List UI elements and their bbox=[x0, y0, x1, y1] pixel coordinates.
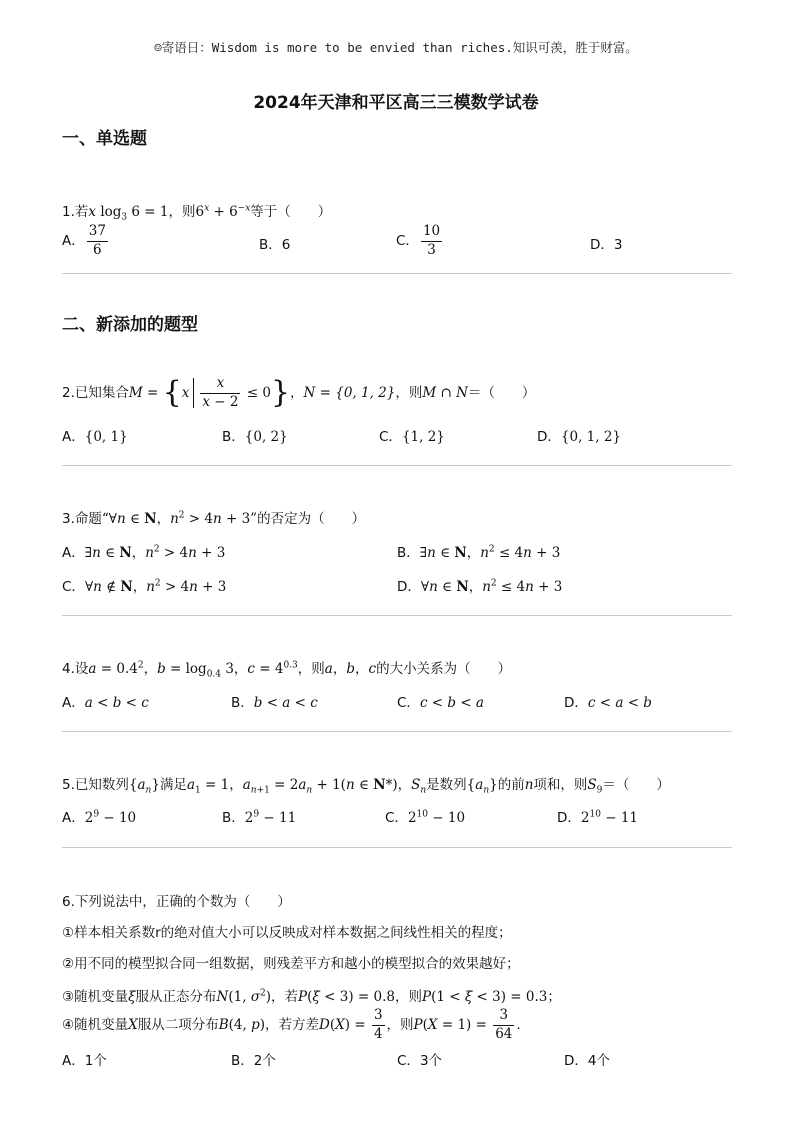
math-expression: $a = 0.4^2$，$b = \log_{0.4} 3$，$c = 4^{0.3}$ bbox=[88, 660, 298, 680]
question-1-stem: 1.若x $\log_3 6 = 1$，则$6^x + 6^{-x}$等于（ ） bbox=[62, 203, 332, 223]
divider bbox=[62, 465, 732, 466]
fraction: $\frac{10}{3}$ bbox=[422, 223, 441, 258]
divider bbox=[62, 847, 732, 848]
math-expression: $a_1 = 1$，$a_{n+1} = 2a_n + 1(n$ ∈ N*)，$S_n$ bbox=[186, 777, 427, 796]
question-1-option-d[interactable]: D．3 bbox=[590, 237, 623, 253]
question-3-option-d[interactable]: D．∀n ∈ N，$n^2 \le 4n + 3$ bbox=[397, 578, 563, 595]
math-expression: P(X = 1) = bbox=[413, 1017, 492, 1034]
math-expression: x bbox=[88, 204, 97, 220]
section-heading-single-choice: 一、单选题 bbox=[62, 129, 147, 149]
math-expression: B(4, p) bbox=[218, 1017, 266, 1034]
question-5-option-d[interactable]: D．$2^{10} - 11$ bbox=[557, 809, 639, 826]
question-6-option-b[interactable]: B．2个 bbox=[231, 1053, 276, 1069]
fraction: $\frac{x}{x - 2}$ bbox=[202, 375, 239, 410]
math-expression: N(1, $\sigma^2$) bbox=[216, 988, 272, 1005]
question-2-option-d[interactable]: D．{0, 1, 2} bbox=[537, 429, 622, 445]
question-6-stem: 6.下列说法中，正确的个数为（ ） bbox=[62, 894, 291, 910]
math-expression: $\{a_n\}$ bbox=[466, 777, 498, 796]
question-6-statement-4: ④随机变量X服从二项分布B(4, p)，若方差D(X) = $\frac{3}{4}$ ，则P(X = 1) = $\frac{3}{64}$ . bbox=[62, 1007, 521, 1042]
question-6-option-a[interactable]: A．1个 bbox=[62, 1053, 107, 1069]
question-5-stem: 5.已知数列$\{a_n\}$满足$a_1 = 1$，$a_{n+1} = 2a_n + 1(n$ ∈ N*)，$S_n$是数列$\{a_n\}$的前n项和，则$S_9=$（ ） bbox=[62, 777, 670, 796]
question-6-option-c[interactable]: C．3个 bbox=[397, 1053, 443, 1069]
question-6-option-d[interactable]: D．4个 bbox=[564, 1053, 610, 1069]
question-5-option-a[interactable]: A．$2^9 - 10$ bbox=[62, 809, 137, 826]
math-expression: P(1 < ξ < 3) = 0.3 bbox=[421, 989, 548, 1005]
divider bbox=[62, 731, 732, 732]
question-2-option-c[interactable]: C．{1, 2} bbox=[379, 429, 445, 445]
fraction: $\frac{37}{6}$ bbox=[88, 223, 106, 258]
question-5-option-b[interactable]: B．$2^9 - 11$ bbox=[222, 809, 297, 826]
question-4-option-d[interactable]: D．c < a < b bbox=[564, 695, 652, 711]
math-expression: $\log_3 6 = 1$ bbox=[100, 204, 169, 223]
question-2-stem: 2.已知集合M = {x $\frac{x}{x - 2}$ ≤ 0}，N = {0, 1, 2}，则M ∩ N＝（ ） bbox=[62, 375, 536, 411]
divider bbox=[62, 273, 732, 274]
question-2-option-a[interactable]: A．{0, 1} bbox=[62, 429, 128, 445]
divider bbox=[62, 615, 732, 616]
section-heading-new-types: 二、新添加的题型 bbox=[62, 315, 198, 335]
page-title: 2024年天津和平区高三三模数学试卷 bbox=[253, 93, 539, 113]
math-expression: P(ξ < 3) = 0.8 bbox=[298, 989, 395, 1005]
question-3-option-b[interactable]: B．∃n ∈ N，$n^2 \le 4n + 3$ bbox=[397, 544, 561, 561]
question-6-statement-1: ①样本相关系数r的绝对值大小可以反映成对样本数据之间线性相关的程度； bbox=[62, 925, 512, 941]
math-expression: $6^x + 6^{-x}$ bbox=[195, 203, 251, 220]
question-4-option-b[interactable]: B．b < a < c bbox=[231, 695, 318, 711]
question-1-option-b[interactable]: B．6 bbox=[259, 237, 291, 253]
math-expression: $\{a_n\}$ bbox=[128, 777, 160, 796]
math-expression: D(X) = bbox=[319, 1017, 370, 1034]
math-expression: M bbox=[128, 385, 143, 402]
motto-line: ☺寄语日：Wisdom is more to be envied than riches.知识可羡，胜于财富。 bbox=[154, 40, 638, 55]
question-4-option-c[interactable]: C．c < b < a bbox=[397, 695, 484, 711]
math-expression: M ∩ N bbox=[422, 385, 468, 402]
question-3-option-c[interactable]: C．∀n ∉ N，$n^2 > 4n + 3$ bbox=[62, 578, 227, 595]
question-6-statement-2: ②用不同的模型拟合同一组数据，则残差平方和越小的模型拟合的效果越好； bbox=[62, 956, 520, 972]
question-4-option-a[interactable]: A．a < b < c bbox=[62, 695, 149, 711]
question-3-stem: 3.命题“∀n ∈ N，$n^2 > 4n + 3$”的否定为（ ） bbox=[62, 510, 366, 527]
fraction: $\frac{3}{4}$ bbox=[373, 1007, 383, 1042]
question-1-option-c[interactable]: C． $\frac{10}{3}$ bbox=[396, 223, 441, 258]
math-expression: “∀n ∈ N，$n^2 > 4n + 3$” bbox=[101, 510, 258, 527]
question-3-option-a[interactable]: A．∃n ∈ N，$n^2 > 4n + 3$ bbox=[62, 544, 226, 561]
question-1-option-a[interactable]: A． $\frac{37}{6}$ bbox=[62, 223, 106, 258]
math-expression: $S_9$ bbox=[587, 777, 603, 796]
question-2-option-b[interactable]: B．{0, 2} bbox=[222, 429, 288, 445]
fraction: $\frac{3}{64}$ bbox=[495, 1007, 513, 1042]
question-6-statement-3: ③随机变量ξ服从正态分布N(1, $\sigma^2$)，若P(ξ < 3) = 0.8，则P(1 < ξ < 3) = 0.3； bbox=[62, 988, 561, 1005]
question-4-stem: 4.设$a = 0.4^2$，$b = \log_{0.4} 3$，$c = 4^{0.3}$，则a，b，c的大小关系为（ ） bbox=[62, 660, 512, 680]
question-5-option-c[interactable]: C．$2^{10} - 10$ bbox=[385, 809, 466, 826]
